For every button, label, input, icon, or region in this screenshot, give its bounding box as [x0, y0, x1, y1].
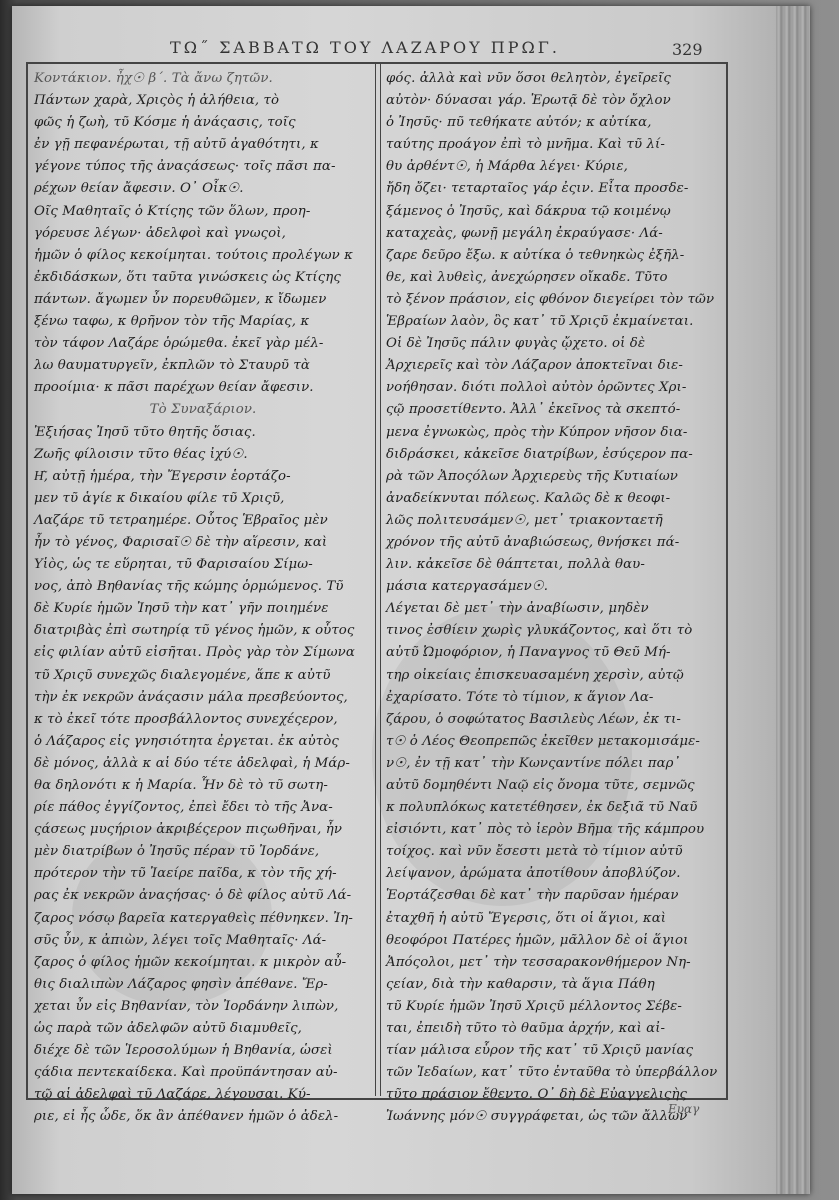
left-column-line: φῶς ἡ ζωὴ, τῦ Κόσμε ἡ ἀνάςασις, τοῖς — [34, 115, 296, 131]
page-number: 329 — [672, 40, 703, 59]
right-column-line: Ἀπόςολοι, μετ᾽ τὴν τεσσαρακονθήμερον Νη- — [386, 954, 691, 970]
left-column-line: πάντων. ἄγωμεν ὖν πορευθῶμεν, κ ἴδωμεν — [34, 291, 327, 307]
right-column-line: ζαρε δεῦρο ἔξω. κ αὐτίκα ὁ τεθνηκὼς ἐξῆλ- — [386, 247, 685, 263]
right-column-line: τῶν Ἰεδαίων, κατ᾽ τῦτο ἐνταῦθα τὸ ὑπερβάλλον — [386, 1065, 718, 1081]
column-divider — [375, 64, 381, 1096]
left-column-line: κ τὸ ἐκεῖ τότε προσβάλλοντος συνεχέςερον, — [34, 711, 338, 727]
left-column-line: ςάδια πεντεκαίδεκα. Καὶ προϋπάντησαν αὐ- — [34, 1065, 338, 1081]
right-column-line: ζάρου, ὁ σοφώτατος Βασιλεὺς Λέων, ἐκ τι- — [386, 711, 682, 727]
right-column-line: τὸ ξένον πράσιον, εἰς φθόνον διεγείρει τὸν τῶν — [386, 291, 715, 307]
right-column-line: ται, ἐπειδὴ τῦτο τὸ θαῦμα ἀρχήν, καὶ αἰ- — [386, 1021, 666, 1037]
right-column-line: τίαν μάλισα εὗρον τῆς κατ᾽ τῦ Χριςῦ μανίας — [386, 1043, 694, 1059]
left-column-line: σῦς ὖν, κ ἀπιὼν, λέγει τοῖς Μαθηταῖς· Λά- — [34, 932, 327, 948]
left-column-line: Λαζάρε τῦ τετραημέρε. Οὗτος Ἑβραῖος μὲν — [34, 512, 328, 528]
right-column-line: φός. ἀλλὰ καὶ νῦν ὅσοι θελητὸν, ἐγεῖρεῖς — [386, 71, 671, 86]
left-column-line: ριε, εἰ ἦς ὧδε, ὅκ ἂν ἀπέθανεν ἡμῶν ὁ ἀδελ- — [34, 1109, 339, 1125]
right-column-line: αὐτῦ δομηθέντι Ναῷ εἰς ὄνομα τῦτε, σεμνῶς — [386, 778, 695, 793]
right-column-line: ἀναδείκνυται πόλεως. Καλῶς δὲ κ θεοφι- — [386, 490, 671, 506]
left-column-line: ςάσεως μυςήριον ἀκριβέςερον πιςωθῆναι, ἦν — [34, 822, 342, 838]
catchword: Ευαγ — [668, 1102, 700, 1116]
right-column-line: Λέγεται δὲ μετ᾽ τὴν ἀναβίωσιν, μηδὲν — [386, 601, 649, 617]
left-column-line: προοίμια· κ πᾶσι παρέχων θείαν ἄφεσιν. — [34, 380, 314, 396]
left-column-line: ρέχων θείαν ἄφεσιν. Ο᾽ Οἶκ☉. — [34, 181, 244, 197]
right-column-line: λῶς πολιτευσάμεν☉, μετ᾽ τριακονταετῆ — [386, 512, 663, 528]
right-column-line: λιν. κἀκεῖσε δὲ θάπτεται, πολλὰ θαυ- — [386, 557, 645, 573]
right-column-line: τινος ἐσθίειν χωρὶς γλυκάζοντος, καὶ ὅτι τὸ — [386, 623, 693, 639]
right-column-line: τῦτο πράσιον ἔθεντο. Ο᾽ δὴ δὲ Εὐαγγελιςὴς — [386, 1087, 688, 1103]
left-column-line: ζαρος νόσῳ βαρεῖα κατεργαθεὶς πέθνηκεν. Ἰη- — [34, 910, 353, 926]
left-column-line: ξένω ταφω, κ θρῆνον τὸν τῆς Μαρίας, κ — [34, 314, 310, 330]
left-column-line: τὸν τάφον Λαζάρε ὁρώμεθα. ἐκεῖ γὰρ μέλ- — [34, 336, 324, 352]
left-column-line: ρας ἐκ νεκρῶν ἀναςήσας· ὁ δὲ φίλος αὐτῦ Λά- — [34, 888, 352, 904]
right-column-line: ὁ Ἰησῦς· πῦ τεθήκατε αὐτόν; κ αὐτίκα, — [386, 115, 652, 131]
right-column-line: ξάμενος ὁ Ἰησῦς, καὶ δάκρυα τῷ κοιμένῳ — [386, 203, 671, 219]
right-column-line: ἐχαρίσατο. Τότε τὸ τίμιον, κ ἅγιον Λα- — [386, 689, 654, 705]
right-column-line: τῦ Κυρίε ἡμῶν Ἰησῦ Χριςῦ μέλλοντος Σέβε- — [386, 998, 682, 1014]
right-column-line: χρόνον τῆς αὐτῦ ἀναβιώσεως, θνήσκει πά- — [386, 534, 680, 550]
left-column-line: ἡμῶν ὁ φίλος κεκοίμηται. τούτοις προλέγων κ — [34, 247, 353, 263]
left-column-line: ἦν τὸ γένος, Φαρισαῖ☉ δὲ τὴν αἵρεσιν, καὶ — [34, 534, 328, 550]
left-column-line: λω θαυματυργεῖν, ἐκπλῶν τὸ Σταυρῦ τὰ — [34, 358, 310, 374]
left-column-line: διέχε δὲ τῶν Ἱεροσολύμων ἡ Βηθανία, ὡσεὶ — [34, 1043, 333, 1059]
right-column-line: θε, καὶ λυθεὶς, ἀνεχώρησεν οἴκαδε. Τῦτο — [386, 269, 668, 285]
left-column-line: δὲ Κυρίε ἡμῶν Ἰησῦ τὴν κατ᾽ γῆν ποιημένε — [34, 601, 329, 617]
left-column-line: πρότερον τὴν τῦ Ἰαείρε παῖδα, κ τὸν τῆς χή- — [34, 866, 337, 882]
right-column-line: ν☉, ἐν τῇ κατ᾽ τὴν Κωνςαντίνε πόλει παρ᾽ — [386, 755, 681, 771]
right-column-line: ςῷ προσετίθεντο. Ἀλλ᾽ ἐκεῖνος τὰ σκεπτό- — [386, 402, 681, 418]
left-column-line: ὁ Λάζαρος εἰς γνησιότητα ἐργεται. ἐκ αὐτὸς — [34, 733, 339, 749]
right-column-line: καταχεὰς, φωνῇ μεγάλη ἐκραύγασε· Λά- — [386, 225, 663, 241]
left-column-line: θις διαλιπὼν Λάζαρος φησὶν ἀπέθανε. Ἔρ- — [34, 976, 328, 992]
right-column-line: Ἰωάννης μόν☉ συγγράφεται, ὡς τῶν ἄλλων — [386, 1109, 688, 1125]
left-column-line: ζαρος ὁ φίλος ἡμῶν κεκοίμηται. κ μικρὸν αὖ- — [34, 954, 347, 970]
left-column-line: τῦ Χριςῦ συνεχῶς διαλεγομένε, ἅπε κ αὐτῦ — [34, 667, 331, 683]
right-column-line: ςείαν, διὰ τὴν καθαρσιν, τὰ ἅγια Πάθη — [386, 976, 655, 992]
left-column-line: εἰς φιλίαν αὐτῦ εἰσῆται. Πρὸς γὰρ τὸν Σίμωνα — [34, 645, 355, 661]
left-column-line: ἐκδιδάσκων, ὅτι ταῦτα γινώσκεις ὡς Κτίςης — [34, 269, 341, 285]
left-column-line: τὴν ἐκ νεκρῶν ἀνάςασιν μάλα πρεσβεύοντος, — [34, 689, 348, 705]
right-column-line: κ πολυπλόκως κατετέθησεν, ἐκ δεξιᾶ τῦ Ναῦ — [386, 800, 698, 816]
left-column-line: γέγονε τύπος τῆς ἀναςάσεως· τοῖς πᾶσι πα- — [34, 159, 336, 175]
right-column-line: λείψανον, ἀρώματα ἀποτίθουν ἀποβλύζον. — [386, 866, 681, 882]
right-column-line: τ☉ ὁ Λέος Θεοπρεπῶς ἐκεῖθεν μετακομισάμε- — [386, 733, 700, 749]
left-column-line: ὡς παρὰ τῶν ἀδελφῶν αὐτῦ διαμυθεῖς, — [34, 1021, 302, 1037]
left-column-line: διατριβὰς ἐπὶ σωτηρίᾳ τῦ γένος ἡμῶν, κ οὗτος — [34, 623, 355, 639]
right-column-line: τοίχος. καὶ νῦν ἔσεστι μετὰ τὸ τίμιον αὐτῦ — [386, 844, 683, 860]
right-column-line: ἐταχθῆ ἡ αὐτῦ Ἔγερσις, ὅτι οἱ ἅγιοι, καὶ — [386, 910, 667, 926]
left-column-line: ἐν γῇ πεφανέρωται, τῇ αὐτῦ ἀγαθότητι, κ — [34, 137, 319, 153]
left-column-line: Τὸ Συναξάριον. — [149, 402, 257, 418]
right-column-line: μάσια κατεργασάμεν☉. — [386, 579, 549, 595]
right-column-line: νοήθησαν. διότι πολλοὶ αὐτὸν ὁρῶντες Χρι- — [386, 380, 687, 396]
right-column-line: θυ ἀρθέντ☉, ἡ Μάρθα λέγει· Κύριε, — [386, 159, 628, 175]
right-column-line: διδράσκει, κἀκεῖσε διατρίβων, ἐσύςερον πα- — [386, 446, 693, 462]
left-column-line: Ζωῆς φίλοισιν τῦτο θέας ἰχύ☉. — [34, 446, 248, 462]
right-column-line: μενα ἐγνωκὼς, πρὸς τὴν Κύπρον νῆσον δια- — [386, 424, 688, 440]
left-column-line: νος, ἀπὸ Βηθανίας τῆς κώμης ὁρμώμενος. Τῦ — [34, 579, 344, 595]
left-column-line: μεν τῦ ἁγίε κ δικαίου φίλε τῦ Χριςῦ, — [34, 490, 285, 506]
left-column-line: Ἐξιήσας Ἰησῦ τῦτο θητῆς ὅσιας. — [34, 424, 256, 440]
right-column-line: Οἱ δὲ Ἰησῦς πάλιν φυγὰς ᾤχετο. οἱ δὲ — [386, 336, 646, 352]
right-column-line: ἤδη ὄζει· τεταρταῖος γάρ ἐςιν. Εἶτα προσδε- — [386, 181, 689, 197]
left-column-line: Κοντάκιον. ἦχ☉ β΄. Τὰ ἄνω ζητῶν. — [34, 71, 273, 86]
right-column-line: εἰσιόντι, κατ᾽ πὸς τὸ ἱερὸν Βῆμα τῆς κάμπρου — [386, 822, 705, 838]
left-column-line: Η͂, αὐτῇ ἡμέρα, τὴν Ἔγερσιν ἑορτάζο- — [34, 468, 291, 484]
left-column-line: δὲ μόνος, ἀλλὰ κ αἱ δύο τέτε ἀδελφαὶ, ἡ Μάρ- — [34, 755, 350, 771]
right-column-line: ρὰ τῶν Ἀποςόλων Ἀρχιερεὺς τῆς Κυτιαίων — [386, 468, 678, 484]
right-column-line: Ἑβραίων λαὸν, ὃς κατ᾽ τῦ Χριςῦ ἐκμαίνεται. — [386, 314, 694, 330]
right-column-line: Ἀρχιερεῖς καὶ τὸν Λάζαρον ἀποκτεῖναι διε- — [386, 358, 683, 374]
right-column-line: θεοφόροι Πατέρες ἡμῶν, μᾶλλον δὲ οἱ ἅγιοι — [386, 932, 689, 948]
left-column-line: ρίε πάθος ἐγγίζοντος, ἐπεὶ ἔδει τὸ τῆς Ἀνα- — [34, 800, 333, 816]
right-column-line: ταύτης προάγον ἐπὶ τὸ μνῆμα. Καὶ τῦ λί- — [386, 137, 665, 153]
left-column-line: χεται ὖν εἰς Βηθανίαν, τὸν Ἰορδάνην λιπὼν, — [34, 998, 339, 1014]
left-column-line: γόρευσε λέγων· ἀδελφοὶ καὶ γνωςοὶ, — [34, 225, 286, 241]
left-column-line: θα δηλονότι κ ἡ Μαρία. Ἧν δὲ τὸ τῦ σωτη- — [34, 778, 328, 793]
running-head: ΤΩ˝ ΣΑΒΒΑΤΩ ΤΟΥ ΛΑΖΑΡΟΥ ΠΡΩΓ. — [170, 38, 560, 57]
left-column — [34, 68, 372, 1125]
right-column-line: τηρ οἰκείαις ἐπισκευασαμένη χερσὶν, αὐτῷ — [386, 667, 684, 683]
right-column-line: Ἑορτάζεσθαι δὲ κατ᾽ τὴν παρῦσαν ἡμέραν — [386, 888, 679, 904]
left-column-line: Υἱὸς, ὡς τε εὕρηται, τῦ Φαρισαίου Σίμω- — [34, 557, 313, 573]
left-column-line: Οῖς Μαθηταῖς ὁ Κτίςης τῶν ὅλων, προη- — [34, 203, 311, 219]
page-edge-stack — [776, 6, 810, 1194]
right-column-line: αὐτὸν· δύνασαι γάρ. Ἐρωτᾷ δὲ τὸν ὄχλον — [386, 93, 671, 109]
right-column-line: αὐτῦ Ὠμοφόριον, ἡ Παναγνος τῦ Θεῦ Μή- — [386, 645, 671, 661]
left-column-line: μὲν διατρίβων ὁ Ἰησῦς πέραν τῦ Ἰορδάνε, — [34, 844, 320, 860]
left-column-line: Πάντων χαρὰ, Χριςὸς ἡ ἀλήθεια, τὸ — [34, 93, 280, 109]
left-column-line: τῷ αἱ ἀδελφαὶ τῦ Λαζάρε, λέγουσαι. Κύ- — [34, 1087, 311, 1103]
